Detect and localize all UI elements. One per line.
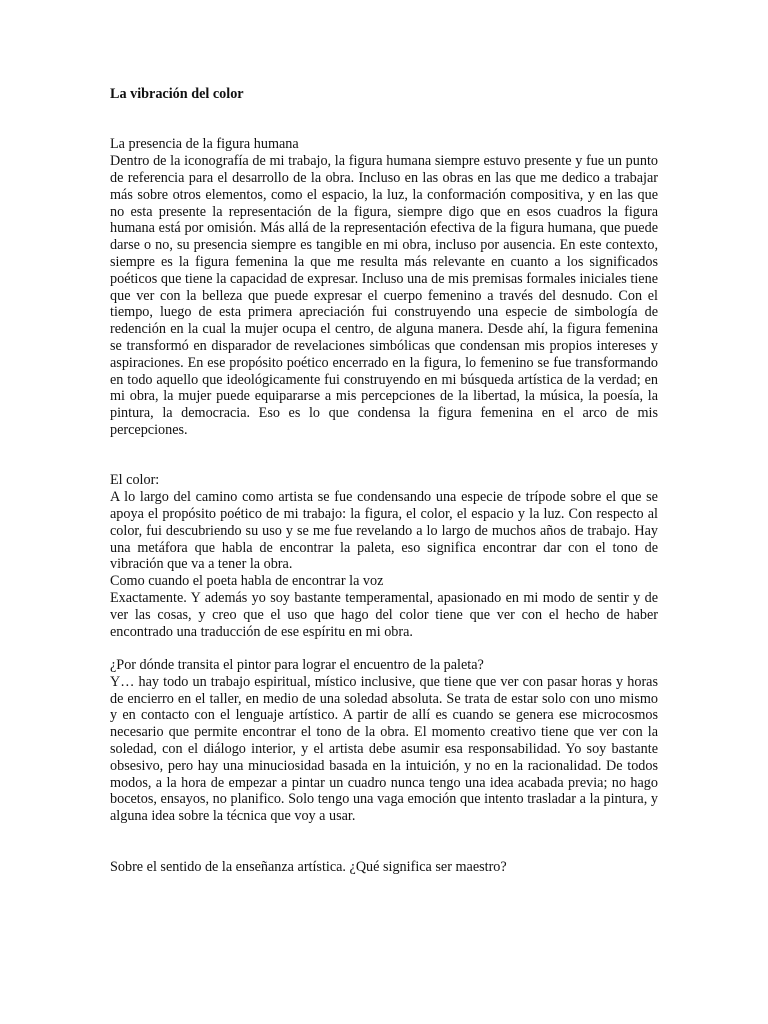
paragraph: Y… hay todo un trabajo espiritual, místico inclusive, que tiene que ver con pasar horas y horas de encierro en el taller, en medio de una soledad absoluta. Se trata de estar solo con uno mismo y en contacto con el lenguaje artístico. A partir de allí es cuando se genera ese microcosmos necesario que permite encontrar el tono de la obra. El momento creativo tiene que ver con la soledad, con el diálogo interior, y el artista debe asumir esa responsabilidad. Yo soy bastante obsesivo, pero hay una minuciosidad basada en la intuición, y no en la racionalidad. De todos modos, a la hora de empezar a pintar un cuadro nunca tengo una idea acabada previa; no hago bocetos, ensayos, no planifico. Solo tengo una vaga emoción que intento trasladar a la pintura, y alguna idea sobre la técnica que voy a usar. — [110, 673, 658, 825]
interview-question: Como cuando el poeta habla de encontrar la voz — [110, 573, 384, 590]
paragraph: Exactamente. Y además yo soy bastante temperamental, apasionado en mi modo de sentir y de ver las cosas, y creo que el uso que hago del color tiene que ver con el hecho de haber encontrado una traducción de ese espíritu en mi obra. — [110, 589, 658, 640]
spacer — [110, 439, 658, 473]
spacer — [110, 103, 658, 137]
spacer — [110, 640, 658, 657]
interview-question: ¿Por dónde transita el pintor para lograr el encuentro de la paleta? — [110, 657, 484, 674]
interview-question: Sobre el sentido de la enseñanza artística. ¿Qué significa ser maestro? — [110, 858, 507, 875]
document-title: La vibración del color — [110, 86, 244, 102]
spacer — [110, 825, 658, 859]
section-heading: La presencia de la figura humana — [110, 136, 299, 153]
section-heading: El color: — [110, 472, 160, 489]
document-page — [110, 86, 658, 875]
paragraph: Dentro de la iconografía de mi trabajo, la figura humana siempre estuvo presente y fue un punto de referencia para el desarrollo de la obra. Incluso en las obras en las que me dedico a trabajar más sobre otros elementos, como el espacio, la luz, la conformación compositiva, y en las que no esta presente la representación de la figura, siempre digo que en esos cuadros la figura humana está por omisión. Más allá de la representación efectiva de la figura humana, que puede darse o no, su presencia siempre es tangible en mi obra, incluso por ausencia. En este contexto, siempre es la figura femenina la que me resulta más relevante en cuanto a los significados poéticos que tiene la capacidad de expresar. Incluso una de mis premisas formales iniciales tiene que ver con la belleza que puede expresar el cuerpo femenino a través del desnudo. Con el tiempo, luego de esta primera apreciación fui construyendo una especie de simbología de redención en la cual la mujer ocupa el centro, de alguna manera. Desde ahí, la figura femenina se transformó en disparador de revelaciones simbólicas que condensan mis propios intereses y aspiraciones. En ese propósito poético encerrado en la figura, lo femenino se fue transformando en todo aquello que ideológicamente fui construyendo en mi búsqueda artística de la verdad; en mi obra, la mujer puede equipararse a mis percepciones de la libertad, la música, la poesía, la pintura, la democracia. Eso es lo que condensa la figura femenina en el arco de mis percepciones. — [110, 153, 658, 438]
paragraph: A lo largo del camino como artista se fue condensando una especie de trípode sobre el que se apoya el propósito poético de mi trabajo: la figura, el color, el espacio y la luz. Con respecto al color, fui descubriendo su uso y se me fue revelando a lo largo de muchos años de trabajo. Hay una metáfora que habla de encontrar la paleta, eso significa encontrar dar con el tono de vibración que va a tener la obra. — [110, 489, 658, 573]
